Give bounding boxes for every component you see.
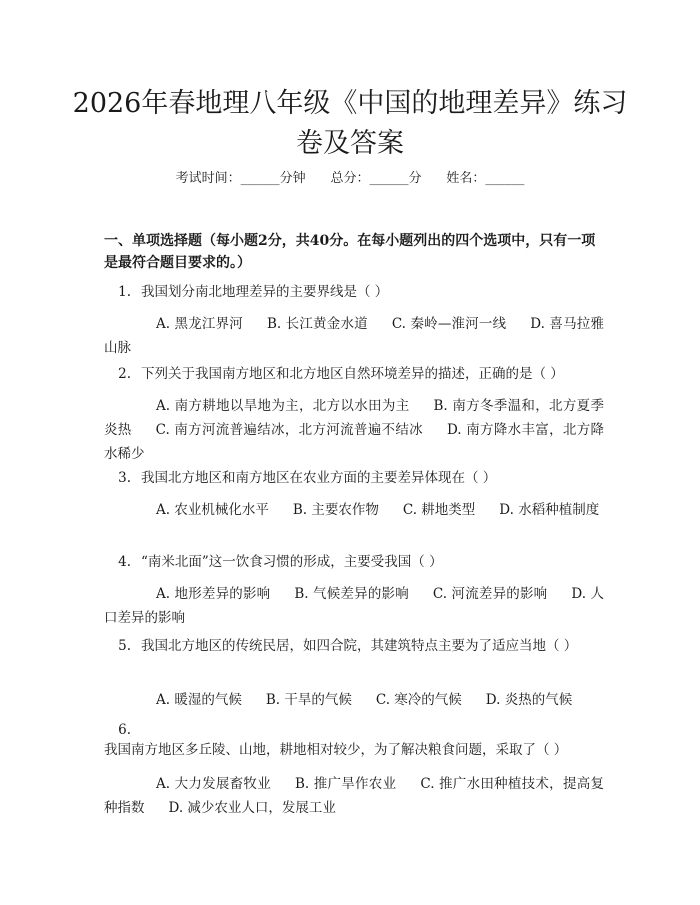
option-a: A. 农业机械化水平 xyxy=(156,502,269,518)
option-d: D. 减少农业人口，发展工业 xyxy=(168,800,336,816)
score-unit: 分 xyxy=(408,171,422,186)
question-stem xyxy=(104,364,604,384)
option-b: B. 长江黄金水道 xyxy=(266,316,368,332)
question-stem xyxy=(104,552,604,572)
option-a: A. 黑龙江界河 xyxy=(156,316,243,332)
question-options xyxy=(104,394,604,466)
question-number: 1. xyxy=(118,284,131,300)
question-number: 5. xyxy=(118,638,131,654)
option-d: D. 喜马拉雅山脉 xyxy=(104,316,604,356)
question-text: 我国北方地区和南方地区在农业方面的主要差异体现在（ ） xyxy=(141,470,497,486)
option-c: C. 秦岭—淮河一线 xyxy=(391,316,507,332)
time-label: 考试时间： xyxy=(175,171,241,186)
option-a: A. 南方耕地以旱地为主，北方以水田为主 xyxy=(156,398,410,414)
question-options xyxy=(104,772,604,820)
option-c: C. 寒冷的气候 xyxy=(375,692,462,708)
option-a: A. 大力发展畜牧业 xyxy=(156,776,271,792)
option-c: C. 河流差异的影响 xyxy=(432,586,548,602)
question-text: 我国北方地区的传统民居，如四合院，其建筑特点主要为了适应当地（ ） xyxy=(141,638,578,654)
question-text: 下列关于我国南方地区和北方地区自然环境差异的描述，正确的是（ ） xyxy=(141,366,564,382)
time-blank: ______ xyxy=(240,171,280,186)
option-a: A. 地形差异的影响 xyxy=(156,586,271,602)
score-label: 总分： xyxy=(330,171,370,186)
option-b: B. 干旱的气候 xyxy=(265,692,352,708)
question-text: 我国划分南北地理差异的主要界线是（ ） xyxy=(141,284,389,300)
question-options xyxy=(104,498,604,522)
name-label: 姓名： xyxy=(446,171,486,186)
option-a: A. 暖湿的气候 xyxy=(156,692,242,708)
option-d: D. 水稻种植制度 xyxy=(499,502,600,518)
question-stem xyxy=(104,282,604,302)
option-d: D. 炎热的气候 xyxy=(485,692,573,708)
question-text: 我国南方地区多丘陵、山地，耕地相对较少，为了解决粮食问题，采取了（ ） xyxy=(104,742,568,758)
question-stem xyxy=(104,468,604,488)
option-b: B. 主要农作物 xyxy=(292,502,379,518)
question-number: 2. xyxy=(118,366,131,382)
question-text: “南米北面”这一饮食习惯的形成，主要受我国（ ） xyxy=(141,554,443,570)
option-d: D. 人口差异的影响 xyxy=(104,586,604,626)
score-blank: ______ xyxy=(369,171,409,186)
option-c: C. 耕地类型 xyxy=(402,502,476,518)
section-heading: 一、单项选择题（每小题2分，共40分。在每小题列出的四个选项中，只有一项是最符合题目要求的。） xyxy=(104,233,596,271)
page-title: 2026年春地理八年级《中国的地理差异》练习卷及答案 xyxy=(72,88,628,159)
question-number: 6. xyxy=(118,722,131,738)
exam-info-line xyxy=(0,170,700,188)
time-unit: 分钟 xyxy=(279,171,306,186)
question-options xyxy=(104,688,604,712)
option-b: B. 推广旱作农业 xyxy=(294,776,397,792)
name-blank: ______ xyxy=(485,171,525,186)
option-d: D. 南方降水丰富，北方降水稀少 xyxy=(104,422,604,462)
question-stem xyxy=(104,636,604,656)
question-number: 4. xyxy=(118,554,131,570)
option-b: B. 气候差异的影响 xyxy=(294,586,409,602)
question-stem xyxy=(104,720,604,760)
question-number: 3. xyxy=(118,470,131,486)
option-c: C. 南方河流普遍结冰，北方河流普遍不结冰 xyxy=(155,422,423,438)
option-b: B. 南方冬季温和，北方夏季炎热 xyxy=(104,398,604,438)
question-options xyxy=(104,582,604,630)
option-c: C. 推广水田种植技术，提高复种指数 xyxy=(104,776,604,816)
question-options xyxy=(104,312,604,360)
